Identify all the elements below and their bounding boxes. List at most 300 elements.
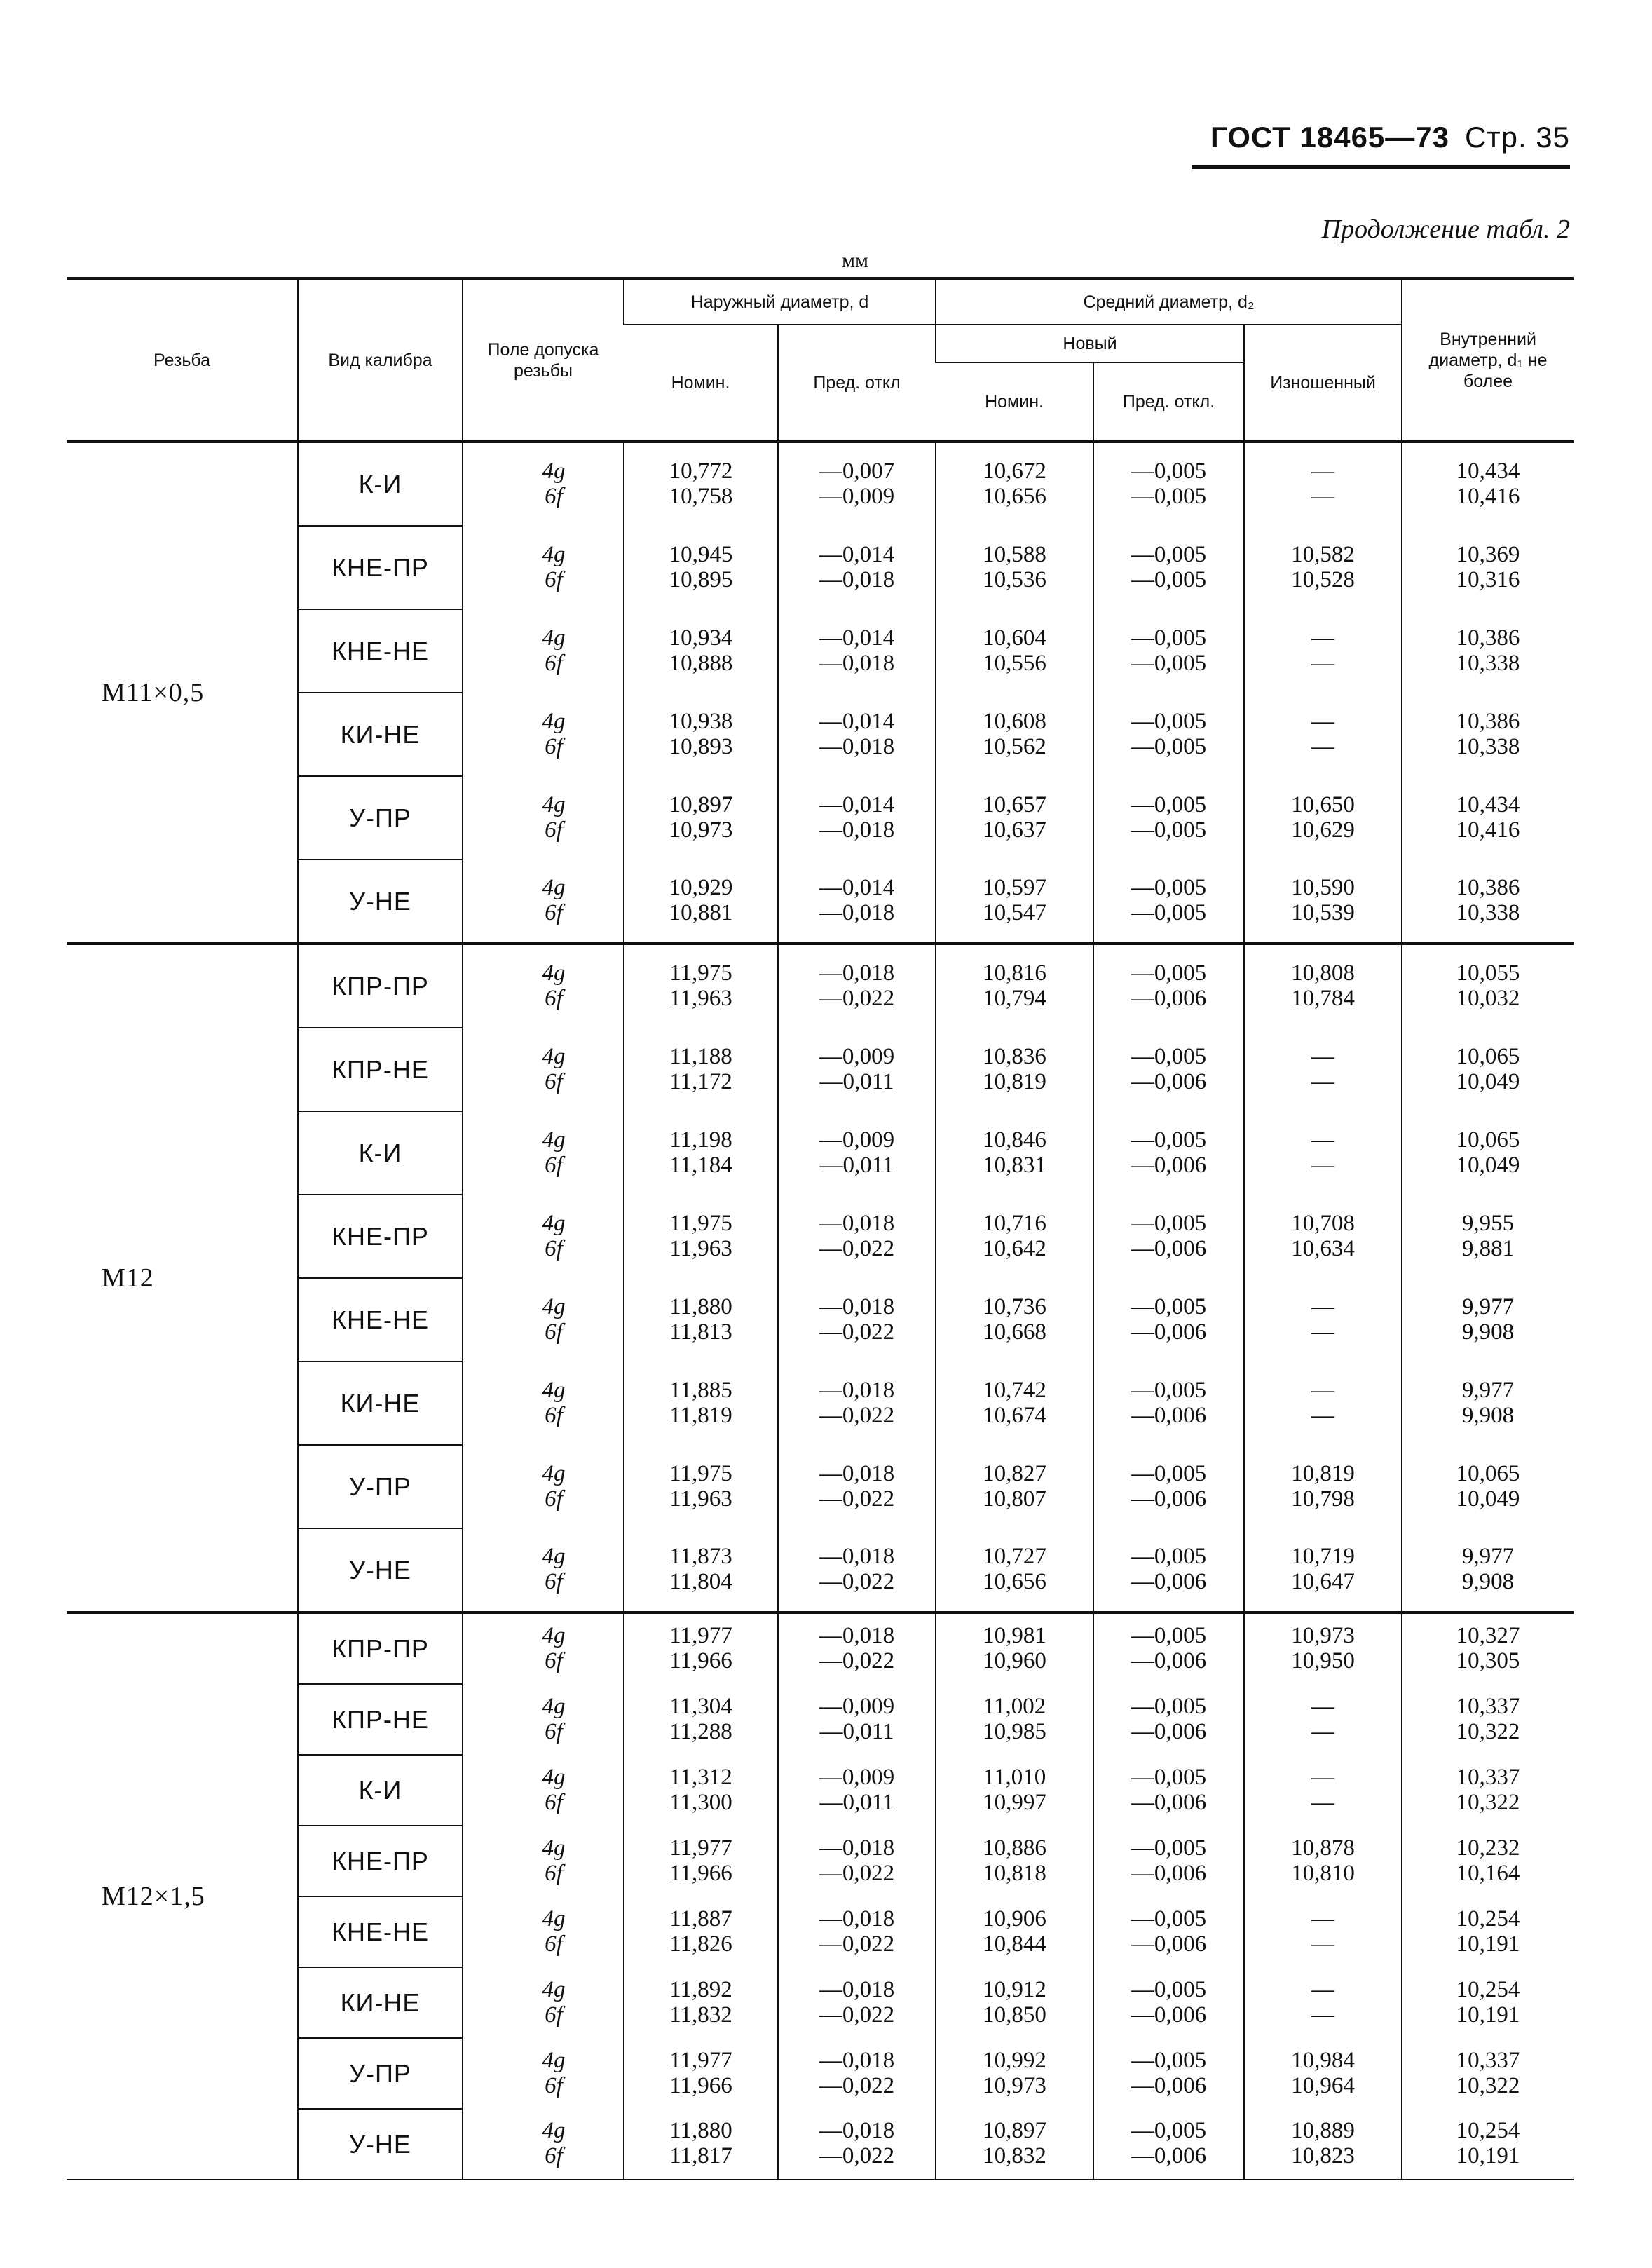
value-pair bbox=[624, 543, 777, 592]
col-pitch-worn: Изношенный bbox=[1244, 325, 1402, 442]
value-upper: —0,005 bbox=[1131, 960, 1207, 986]
value-lower: 10,656 bbox=[983, 484, 1046, 509]
value-lower: 6f bbox=[545, 484, 563, 509]
value-upper: 10,386 bbox=[1456, 625, 1520, 651]
value-upper: 10,065 bbox=[1456, 1460, 1520, 1486]
value-pair bbox=[779, 543, 935, 592]
tolerance-cell bbox=[463, 1896, 624, 1967]
inner-diameter-cell bbox=[1402, 1896, 1574, 1967]
pitch-nominal-cell bbox=[936, 1684, 1093, 1755]
outer-nominal-cell bbox=[624, 2038, 778, 2109]
value-pair bbox=[1402, 2049, 1574, 2098]
value-upper: 11,880 bbox=[669, 2118, 732, 2144]
value-pair bbox=[1245, 1978, 1401, 2028]
value-lower: 6f bbox=[545, 2072, 563, 2098]
inner-diameter-cell bbox=[1402, 1362, 1574, 1445]
outer-deviation-cell bbox=[778, 860, 936, 944]
outer-nominal-cell bbox=[624, 1028, 778, 1111]
pitch-deviation-cell bbox=[1093, 442, 1244, 526]
value-pair bbox=[1402, 1624, 1574, 1673]
inner-diameter-cell bbox=[1402, 1278, 1574, 1362]
pitch-nominal-cell bbox=[936, 442, 1093, 526]
pitch-nominal-cell bbox=[936, 2038, 1093, 2109]
value-pair bbox=[624, 1765, 777, 1815]
value-pair bbox=[1245, 1045, 1401, 1094]
value-pair bbox=[1402, 1295, 1574, 1345]
value-upper: 10,434 bbox=[1456, 459, 1520, 484]
value-lower: 10,895 bbox=[669, 566, 733, 592]
pitch-worn-cell bbox=[1244, 1684, 1402, 1755]
value-lower: 10,973 bbox=[983, 2072, 1046, 2098]
value-lower: 10,810 bbox=[1291, 1860, 1355, 1886]
pitch-nominal-cell bbox=[936, 609, 1093, 693]
value-upper: 11,188 bbox=[669, 1043, 732, 1069]
table-row bbox=[67, 442, 1574, 526]
value-lower: — bbox=[1311, 1319, 1335, 1345]
value-pair bbox=[779, 1695, 935, 1744]
value-lower: 10,562 bbox=[983, 733, 1046, 759]
value-pair bbox=[779, 1907, 935, 1957]
value-lower: 11,817 bbox=[669, 2143, 732, 2168]
value-upper: 10,736 bbox=[983, 1293, 1046, 1319]
value-pair bbox=[1094, 1128, 1243, 1178]
value-lower: —0,018 bbox=[819, 900, 895, 925]
value-lower: —0,006 bbox=[1131, 1648, 1207, 1673]
value-upper: 11,880 bbox=[669, 1293, 732, 1319]
value-upper: 4g bbox=[542, 2047, 566, 2073]
outer-nominal-cell bbox=[624, 1967, 778, 2038]
value-lower: 10,049 bbox=[1456, 1152, 1520, 1178]
col-outer-diameter: Наружный диаметр, d bbox=[624, 279, 936, 325]
value-pair bbox=[936, 1836, 1093, 1886]
pitch-deviation-cell bbox=[1093, 860, 1244, 944]
value-lower: 6f bbox=[545, 1152, 563, 1178]
value-lower: 10,831 bbox=[983, 1152, 1046, 1178]
value-upper: 10,897 bbox=[669, 792, 733, 817]
value-lower: —0,011 bbox=[819, 1718, 894, 1744]
outer-deviation-cell bbox=[778, 1896, 936, 1967]
inner-diameter-cell bbox=[1402, 609, 1574, 693]
value-upper: — bbox=[1311, 1043, 1335, 1069]
pitch-nominal-cell bbox=[936, 1612, 1093, 1684]
col-pitch-new: Новый bbox=[936, 325, 1244, 362]
value-lower: —0,009 bbox=[819, 484, 895, 509]
value-upper: 10,938 bbox=[669, 708, 733, 734]
value-lower: — bbox=[1311, 1402, 1335, 1428]
value-lower: 6f bbox=[545, 1718, 563, 1744]
value-lower: —0,006 bbox=[1131, 986, 1207, 1011]
value-pair bbox=[936, 1045, 1093, 1094]
value-upper: 11,977 bbox=[669, 1835, 732, 1861]
value-upper: 4g bbox=[542, 459, 566, 484]
value-lower: —0,022 bbox=[819, 1860, 895, 1886]
value-pair bbox=[624, 1544, 777, 1594]
value-upper: —0,005 bbox=[1131, 792, 1207, 817]
tolerance-cell bbox=[463, 1612, 624, 1684]
outer-deviation-cell bbox=[778, 1684, 936, 1755]
outer-deviation-cell bbox=[778, 1967, 936, 2038]
inner-diameter-cell bbox=[1402, 776, 1574, 860]
value-upper: —0,005 bbox=[1131, 1460, 1207, 1486]
outer-deviation-cell bbox=[778, 1028, 936, 1111]
value-lower: 10,547 bbox=[983, 900, 1046, 925]
value-pair bbox=[1245, 543, 1401, 592]
value-pair bbox=[1094, 1045, 1243, 1094]
value-upper: 11,977 bbox=[669, 1623, 732, 1649]
gauge-type-cell: У-ПР bbox=[298, 776, 463, 860]
value-lower: 10,950 bbox=[1291, 1648, 1355, 1673]
value-pair bbox=[484, 2119, 623, 2168]
value-upper: 10,992 bbox=[983, 2047, 1046, 2073]
value-pair bbox=[1402, 876, 1574, 925]
value-pair bbox=[779, 2119, 935, 2168]
value-upper: 11,975 bbox=[669, 1460, 732, 1486]
outer-nominal-cell bbox=[624, 526, 778, 609]
value-pair bbox=[1245, 1765, 1401, 1815]
thread-cell: M11×0,5 bbox=[67, 442, 298, 944]
value-upper: 10,906 bbox=[983, 1906, 1046, 1931]
value-lower: —0,022 bbox=[819, 1402, 895, 1428]
page-number: Стр. 35 bbox=[1465, 121, 1570, 154]
value-lower: 9,881 bbox=[1461, 1235, 1515, 1261]
value-upper: — bbox=[1311, 708, 1335, 734]
value-lower: —0,005 bbox=[1131, 733, 1207, 759]
value-pair bbox=[624, 1695, 777, 1744]
value-pair bbox=[936, 1765, 1093, 1815]
value-pair bbox=[936, 1211, 1093, 1261]
tolerance-cell bbox=[463, 1755, 624, 1826]
inner-diameter-cell bbox=[1402, 442, 1574, 526]
value-pair bbox=[1094, 1211, 1243, 1261]
value-upper: 4g bbox=[542, 1293, 566, 1319]
value-lower: 6f bbox=[545, 1319, 563, 1345]
tolerance-cell bbox=[463, 1195, 624, 1278]
value-upper: 11,885 bbox=[669, 1377, 732, 1403]
value-upper: 10,929 bbox=[669, 875, 733, 901]
value-lower: —0,022 bbox=[819, 1648, 895, 1673]
tolerance-cell bbox=[463, 1278, 624, 1362]
value-upper: 10,369 bbox=[1456, 541, 1520, 567]
value-lower: 10,997 bbox=[983, 1789, 1046, 1815]
pitch-deviation-cell bbox=[1093, 1278, 1244, 1362]
value-pair bbox=[1245, 1695, 1401, 1744]
value-lower: 10,960 bbox=[983, 1648, 1046, 1673]
inner-diameter-cell bbox=[1402, 1826, 1574, 1896]
gauge-table bbox=[67, 277, 1574, 2180]
value-lower: —0,011 bbox=[819, 1068, 894, 1094]
value-lower: 6f bbox=[545, 650, 563, 676]
value-lower: —0,006 bbox=[1131, 1152, 1207, 1178]
value-lower: 11,819 bbox=[669, 1402, 732, 1428]
pitch-deviation-cell bbox=[1093, 609, 1244, 693]
value-pair bbox=[624, 1295, 777, 1345]
value-lower: —0,018 bbox=[819, 566, 895, 592]
tolerance-cell bbox=[463, 1967, 624, 2038]
value-upper: —0,009 bbox=[819, 1764, 895, 1790]
value-lower: 10,164 bbox=[1456, 1860, 1520, 1886]
value-lower: 6f bbox=[545, 2143, 563, 2168]
outer-nominal-cell bbox=[624, 1445, 778, 1528]
value-pair bbox=[1094, 459, 1243, 509]
value-upper: —0,005 bbox=[1131, 1127, 1207, 1153]
pitch-worn-cell bbox=[1244, 1967, 1402, 2038]
value-lower: 10,629 bbox=[1291, 817, 1355, 843]
value-lower: —0,006 bbox=[1131, 1068, 1207, 1094]
outer-nominal-cell bbox=[624, 1111, 778, 1195]
outer-deviation-cell bbox=[778, 693, 936, 776]
value-pair bbox=[484, 1544, 623, 1594]
tolerance-cell bbox=[463, 1111, 624, 1195]
value-pair bbox=[1094, 961, 1243, 1011]
table-row bbox=[67, 1612, 1574, 1684]
gauge-type-cell: КПР-ПР bbox=[298, 944, 463, 1028]
pitch-worn-cell bbox=[1244, 442, 1402, 526]
value-upper: 10,912 bbox=[983, 1976, 1046, 2002]
value-lower: 6f bbox=[545, 1569, 563, 1594]
value-upper: 4g bbox=[542, 1460, 566, 1486]
value-lower: 10,049 bbox=[1456, 1486, 1520, 1512]
value-upper: —0,005 bbox=[1131, 2047, 1207, 2073]
pitch-deviation-cell bbox=[1093, 1612, 1244, 1684]
outer-deviation-cell bbox=[778, 1528, 936, 1612]
value-pair bbox=[624, 709, 777, 759]
value-lower: 6f bbox=[545, 733, 563, 759]
value-pair bbox=[484, 876, 623, 925]
value-upper: 10,836 bbox=[983, 1043, 1046, 1069]
value-pair bbox=[936, 876, 1093, 925]
value-pair bbox=[1094, 709, 1243, 759]
continuation-label: Продолжение табл. 2 bbox=[1321, 215, 1570, 244]
value-lower: 10,322 bbox=[1456, 1718, 1520, 1744]
value-lower: 6f bbox=[545, 1860, 563, 1886]
col-thread: Резьба bbox=[67, 279, 298, 442]
value-lower: —0,022 bbox=[819, 2002, 895, 2028]
value-upper: 4g bbox=[542, 1976, 566, 2002]
value-upper: —0,018 bbox=[819, 960, 895, 986]
value-pair bbox=[779, 1128, 935, 1178]
value-upper: 10,337 bbox=[1456, 1693, 1520, 1719]
value-upper: 11,887 bbox=[669, 1906, 732, 1931]
value-upper: —0,005 bbox=[1131, 459, 1207, 484]
pitch-worn-cell bbox=[1244, 693, 1402, 776]
gauge-type-cell: К-И bbox=[298, 442, 463, 526]
inner-diameter-cell bbox=[1402, 1028, 1574, 1111]
value-lower: 10,964 bbox=[1291, 2072, 1355, 2098]
value-lower: 10,528 bbox=[1291, 566, 1355, 592]
value-pair bbox=[1402, 1211, 1574, 1261]
pitch-nominal-cell bbox=[936, 1896, 1093, 1967]
tolerance-cell bbox=[463, 1028, 624, 1111]
outer-nominal-cell bbox=[624, 693, 778, 776]
pitch-worn-cell bbox=[1244, 1826, 1402, 1896]
value-pair bbox=[1094, 1907, 1243, 1957]
value-lower: —0,006 bbox=[1131, 1402, 1207, 1428]
gauge-type-cell: К-И bbox=[298, 1111, 463, 1195]
value-lower: — bbox=[1311, 2002, 1335, 2028]
value-upper: 10,386 bbox=[1456, 708, 1520, 734]
pitch-nominal-cell bbox=[936, 693, 1093, 776]
pitch-worn-cell bbox=[1244, 1278, 1402, 1362]
value-lower: 11,963 bbox=[669, 986, 732, 1011]
value-pair bbox=[624, 459, 777, 509]
value-lower: 6f bbox=[545, 1648, 563, 1673]
value-lower: 10,637 bbox=[983, 817, 1046, 843]
pitch-worn-cell bbox=[1244, 944, 1402, 1028]
value-lower: 10,844 bbox=[983, 1931, 1046, 1957]
value-upper: —0,009 bbox=[819, 1127, 895, 1153]
value-lower: —0,005 bbox=[1131, 566, 1207, 592]
value-pair bbox=[624, 1978, 777, 2028]
outer-nominal-cell bbox=[624, 1528, 778, 1612]
outer-nominal-cell bbox=[624, 442, 778, 526]
value-lower: — bbox=[1311, 1068, 1335, 1094]
value-lower: — bbox=[1311, 1931, 1335, 1957]
value-upper: —0,005 bbox=[1131, 875, 1207, 901]
value-lower: 10,191 bbox=[1456, 2143, 1520, 2168]
value-lower: 11,963 bbox=[669, 1235, 732, 1261]
value-pair bbox=[779, 1211, 935, 1261]
value-lower: 10,823 bbox=[1291, 2143, 1355, 2168]
value-upper: 10,827 bbox=[983, 1460, 1046, 1486]
gauge-type-cell: КНЕ-НЕ bbox=[298, 1896, 463, 1967]
pitch-deviation-cell bbox=[1093, 1967, 1244, 2038]
value-upper: 10,819 bbox=[1291, 1460, 1355, 1486]
value-upper: —0,009 bbox=[819, 1693, 895, 1719]
value-pair bbox=[484, 1378, 623, 1428]
value-lower: —0,011 bbox=[819, 1152, 894, 1178]
value-pair bbox=[1402, 961, 1574, 1011]
value-lower: 10,191 bbox=[1456, 2002, 1520, 2028]
inner-diameter-cell bbox=[1402, 1445, 1574, 1528]
value-pair bbox=[484, 1978, 623, 2028]
value-upper: 11,312 bbox=[669, 1764, 732, 1790]
value-pair bbox=[779, 1765, 935, 1815]
value-pair bbox=[624, 1211, 777, 1261]
value-pair bbox=[624, 1128, 777, 1178]
value-pair bbox=[1245, 876, 1401, 925]
value-lower: 10,850 bbox=[983, 2002, 1046, 2028]
value-lower: 10,794 bbox=[983, 986, 1046, 1011]
value-upper: 10,945 bbox=[669, 541, 733, 567]
pitch-worn-cell bbox=[1244, 1896, 1402, 1967]
value-pair bbox=[484, 1462, 623, 1512]
value-pair bbox=[1094, 1544, 1243, 1594]
value-pair bbox=[779, 1544, 935, 1594]
value-lower: —0,006 bbox=[1131, 1718, 1207, 1744]
value-lower: 9,908 bbox=[1461, 1319, 1515, 1345]
value-upper: 9,955 bbox=[1461, 1210, 1515, 1236]
value-pair bbox=[1094, 1978, 1243, 2028]
pitch-deviation-cell bbox=[1093, 526, 1244, 609]
value-pair bbox=[484, 1765, 623, 1815]
value-lower: 11,300 bbox=[669, 1789, 732, 1815]
value-pair bbox=[1402, 1695, 1574, 1744]
tolerance-cell bbox=[463, 609, 624, 693]
value-pair bbox=[1402, 2119, 1574, 2168]
pitch-nominal-cell bbox=[936, 526, 1093, 609]
value-upper: 10,716 bbox=[983, 1210, 1046, 1236]
value-upper: 11,002 bbox=[983, 1693, 1046, 1719]
header-rule bbox=[1192, 165, 1570, 169]
gauge-type-cell: КНЕ-НЕ bbox=[298, 609, 463, 693]
value-upper: 11,975 bbox=[669, 960, 732, 986]
tolerance-cell bbox=[463, 2109, 624, 2180]
value-lower: —0,018 bbox=[819, 650, 895, 676]
value-lower: 10,973 bbox=[669, 817, 733, 843]
value-upper: —0,018 bbox=[819, 2118, 895, 2144]
value-lower: 10,305 bbox=[1456, 1648, 1520, 1673]
value-upper: —0,018 bbox=[819, 1835, 895, 1861]
value-upper: —0,018 bbox=[819, 1623, 895, 1649]
value-pair bbox=[1245, 2049, 1401, 2098]
value-pair bbox=[936, 459, 1093, 509]
value-pair bbox=[779, 793, 935, 843]
gauge-type-cell: К-И bbox=[298, 1755, 463, 1826]
inner-diameter-cell bbox=[1402, 1684, 1574, 1755]
value-upper: 10,337 bbox=[1456, 1764, 1520, 1790]
value-upper: 4g bbox=[542, 1377, 566, 1403]
gauge-type-cell: У-ПР bbox=[298, 1445, 463, 1528]
value-lower: 10,819 bbox=[983, 1068, 1046, 1094]
value-pair bbox=[624, 1378, 777, 1428]
outer-deviation-cell bbox=[778, 2109, 936, 2180]
value-pair bbox=[936, 1128, 1093, 1178]
pitch-worn-cell bbox=[1244, 2038, 1402, 2109]
col-outer-nominal: Номин. bbox=[624, 325, 778, 442]
pitch-nominal-cell bbox=[936, 1362, 1093, 1445]
gauge-type-cell: КПР-НЕ bbox=[298, 1028, 463, 1111]
value-lower: — bbox=[1311, 1789, 1335, 1815]
value-upper: 10,588 bbox=[983, 541, 1046, 567]
value-lower: —0,006 bbox=[1131, 1235, 1207, 1261]
value-pair bbox=[1094, 1295, 1243, 1345]
value-lower: —0,005 bbox=[1131, 650, 1207, 676]
value-pair bbox=[779, 1295, 935, 1345]
value-upper: 11,304 bbox=[669, 1693, 732, 1719]
outer-deviation-cell bbox=[778, 609, 936, 693]
col-gauge: Вид калибра bbox=[298, 279, 463, 442]
value-upper: —0,014 bbox=[819, 792, 895, 817]
pitch-worn-cell bbox=[1244, 1445, 1402, 1528]
value-pair bbox=[936, 1378, 1093, 1428]
value-upper: 4g bbox=[542, 2118, 566, 2144]
outer-deviation-cell bbox=[778, 944, 936, 1028]
value-lower: 10,674 bbox=[983, 1402, 1046, 1428]
outer-deviation-cell bbox=[778, 526, 936, 609]
value-lower: 10,642 bbox=[983, 1235, 1046, 1261]
value-pair bbox=[1402, 1045, 1574, 1094]
value-upper: 10,808 bbox=[1291, 960, 1355, 986]
value-lower: 6f bbox=[545, 1402, 563, 1428]
value-pair bbox=[1245, 1544, 1401, 1594]
value-pair bbox=[484, 1045, 623, 1094]
page-header bbox=[1192, 121, 1570, 163]
value-pair bbox=[779, 626, 935, 676]
value-lower: 11,966 bbox=[669, 2072, 732, 2098]
value-pair bbox=[779, 1378, 935, 1428]
value-upper: —0,005 bbox=[1131, 1906, 1207, 1931]
value-upper: 10,327 bbox=[1456, 1623, 1520, 1649]
value-pair bbox=[484, 1128, 623, 1178]
value-pair bbox=[1402, 793, 1574, 843]
value-lower: 6f bbox=[545, 2002, 563, 2028]
inner-diameter-cell bbox=[1402, 1111, 1574, 1195]
tolerance-cell bbox=[463, 776, 624, 860]
value-lower: 10,338 bbox=[1456, 900, 1520, 925]
value-pair bbox=[1245, 709, 1401, 759]
value-upper: 4g bbox=[542, 541, 566, 567]
value-pair bbox=[1245, 1907, 1401, 1957]
